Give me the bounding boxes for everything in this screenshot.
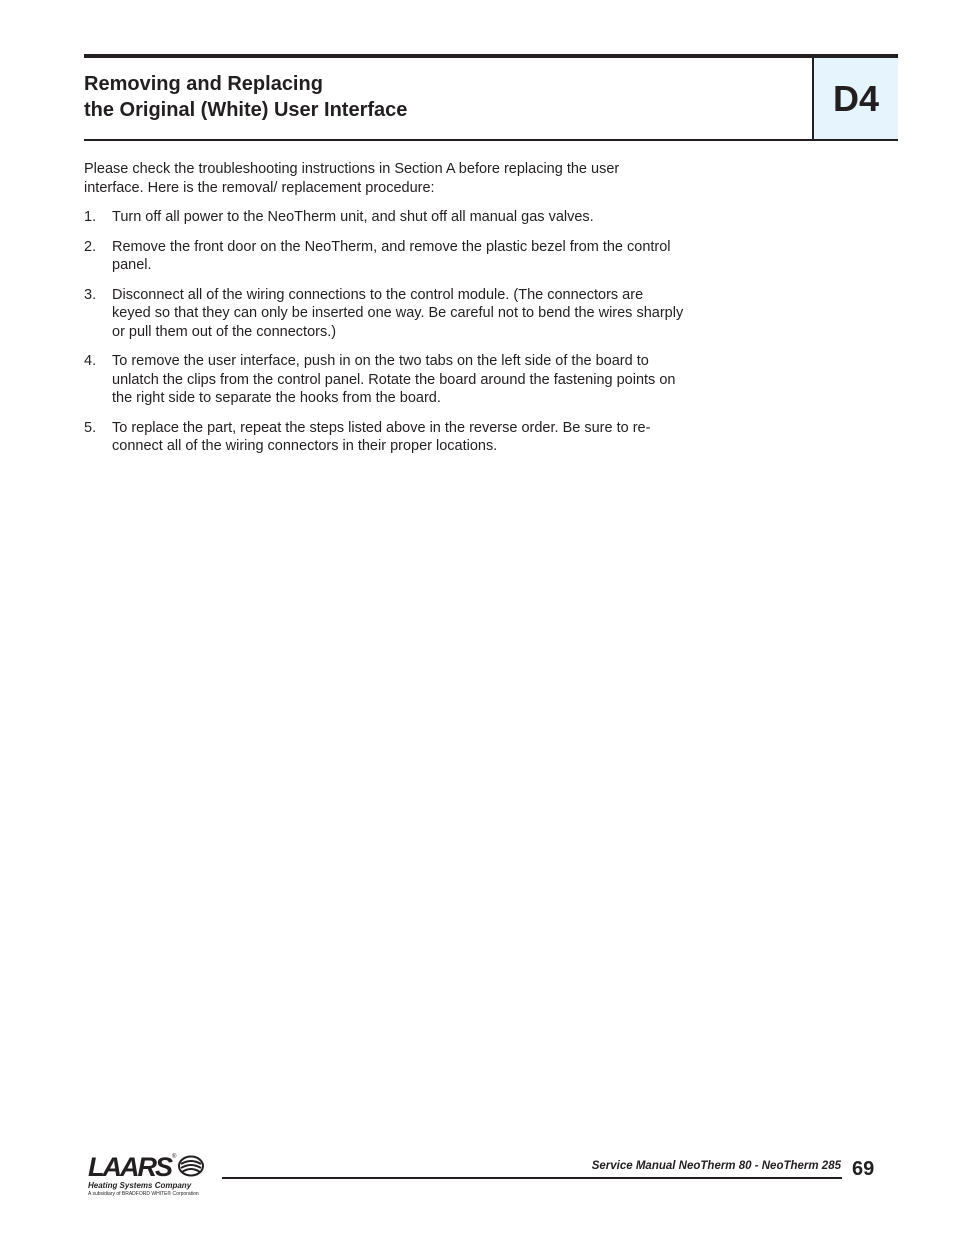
- page-number: 69: [852, 1158, 875, 1180]
- intro-paragraph: [84, 160, 684, 197]
- step-text: Remove the front door on the NeoTherm, and remove the plastic bezel from the control panel.: [112, 238, 671, 273]
- step-text: To remove the user interface, push in on the two tabs on the left side of the board to unlatch the clips from the control panel. Rotate the board around the fastening points on the right side to separate the hooks from the board.: [112, 353, 676, 406]
- list-item: [84, 419, 684, 456]
- list-item: [84, 238, 684, 275]
- list-item: [84, 352, 684, 408]
- footer-manual-title: Service Manual NeoTherm 80 - NeoTherm 285: [591, 1160, 841, 1172]
- section-header: [84, 54, 898, 141]
- step-text: To replace the part, repeat the steps listed above in the reverse order. Be sure to re-connect all of the wiring connectors in their proper locations.: [112, 419, 651, 454]
- step-number: 4.: [84, 353, 97, 369]
- step-number: 3.: [84, 286, 97, 303]
- step-number: 5.: [84, 419, 97, 436]
- procedure-steps: [84, 208, 684, 456]
- logo-company-name: Heating Systems Company: [88, 1181, 192, 1190]
- title-line-2: the Original (White) User Interface: [84, 99, 408, 121]
- logo-subsidiary-text: A subsidiary of BRADFORD WHITE® Corporation: [88, 1191, 199, 1197]
- step-text: Turn off all power to the NeoTherm unit, and shut off all manual gas valves.: [112, 209, 594, 225]
- page-title: [84, 71, 784, 123]
- section-code-badge: D4: [812, 58, 898, 139]
- intro-line-2: interface. Here is the removal/ replacement procedure:: [84, 179, 435, 196]
- body-content: [84, 160, 684, 467]
- laars-logo: [88, 1152, 218, 1200]
- intro-line-1: Please check the troubleshooting instructions in Section A before replacing the user: [84, 161, 620, 177]
- step-number: 1.: [84, 209, 97, 225]
- step-text: Disconnect all of the wiring connections to the control module. (The connectors are keyed so that they can only be inserted one way. Be careful not to bend the wires sharply or pull them out of the connectors.): [112, 286, 684, 340]
- title-line-1: Removing and Replacing: [84, 73, 323, 95]
- logo-wordmark: LAARS: [88, 1152, 171, 1182]
- list-item: [84, 286, 684, 342]
- footer-divider: [222, 1177, 842, 1179]
- step-number: 2.: [84, 238, 97, 255]
- logo-registered-mark: ®: [172, 1154, 177, 1160]
- laars-swirl-icon: [178, 1155, 204, 1177]
- list-item: [84, 208, 684, 227]
